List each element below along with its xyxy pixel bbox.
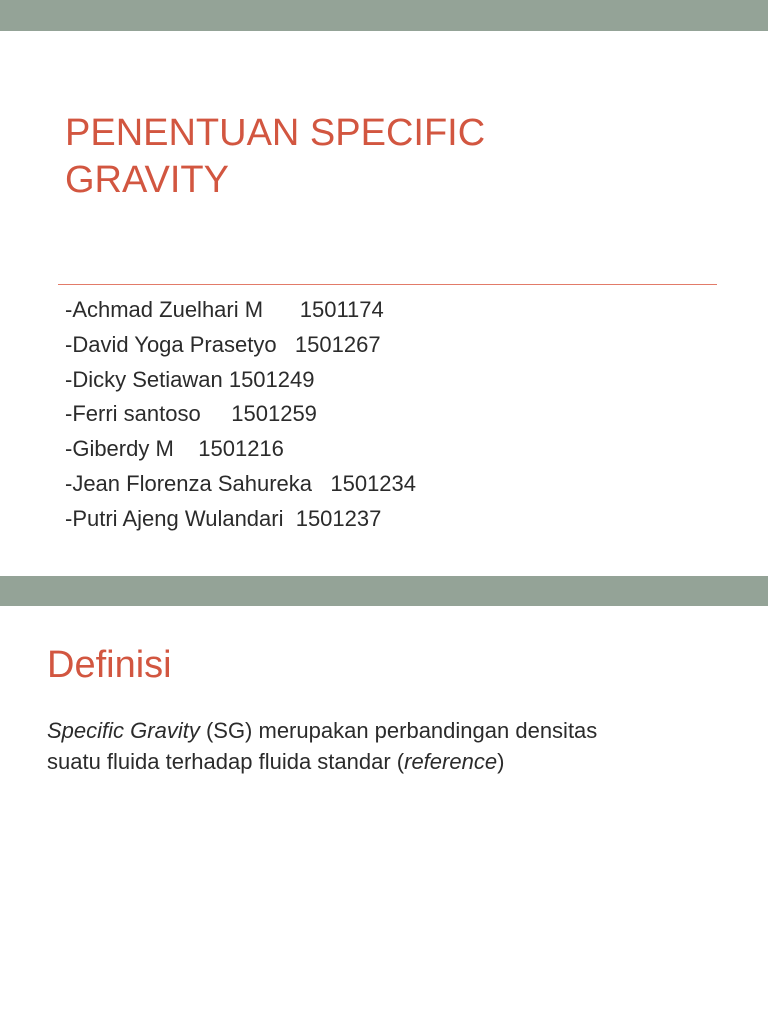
member-item: -Dicky Setiawan 1501249 <box>65 366 315 392</box>
definition-line-1 <box>47 715 737 746</box>
title-divider <box>58 284 717 285</box>
definition-text <box>47 715 737 777</box>
member-item: -Ferri santoso 1501259 <box>65 401 317 427</box>
top-header-band <box>0 0 768 31</box>
definition-line-1-rest: (SG) merupakan perbandingan densitas <box>199 718 598 743</box>
member-item: -Jean Florenza Sahureka 1501234 <box>65 470 417 496</box>
member-item: -Achmad Zuelhari M 1501174 <box>65 297 384 322</box>
member-item: -Putri Ajeng Wulandari 1501237 <box>65 505 382 531</box>
slide-1-title-line-2: GRAVITY <box>65 159 229 201</box>
definition-term: Specific Gravity <box>47 718 200 743</box>
slide-1-title <box>65 110 705 204</box>
member-list <box>65 293 416 537</box>
member-item: -David Yoga Prasetyo 1501267 <box>65 331 381 357</box>
slide-separator-band <box>0 576 768 606</box>
definition-reference-term: reference <box>404 749 498 774</box>
definition-line-2 <box>47 746 737 777</box>
definition-line-2-end: ) <box>497 749 505 774</box>
slide-2-title: Definisi <box>47 644 172 686</box>
slide-1-title-line-1: PENENTUAN SPECIFIC <box>65 112 486 154</box>
member-item: -Giberdy M 1501216 <box>65 436 284 462</box>
definition-line-2-start: suatu fluida terhadap fluida standar ( <box>47 749 405 774</box>
